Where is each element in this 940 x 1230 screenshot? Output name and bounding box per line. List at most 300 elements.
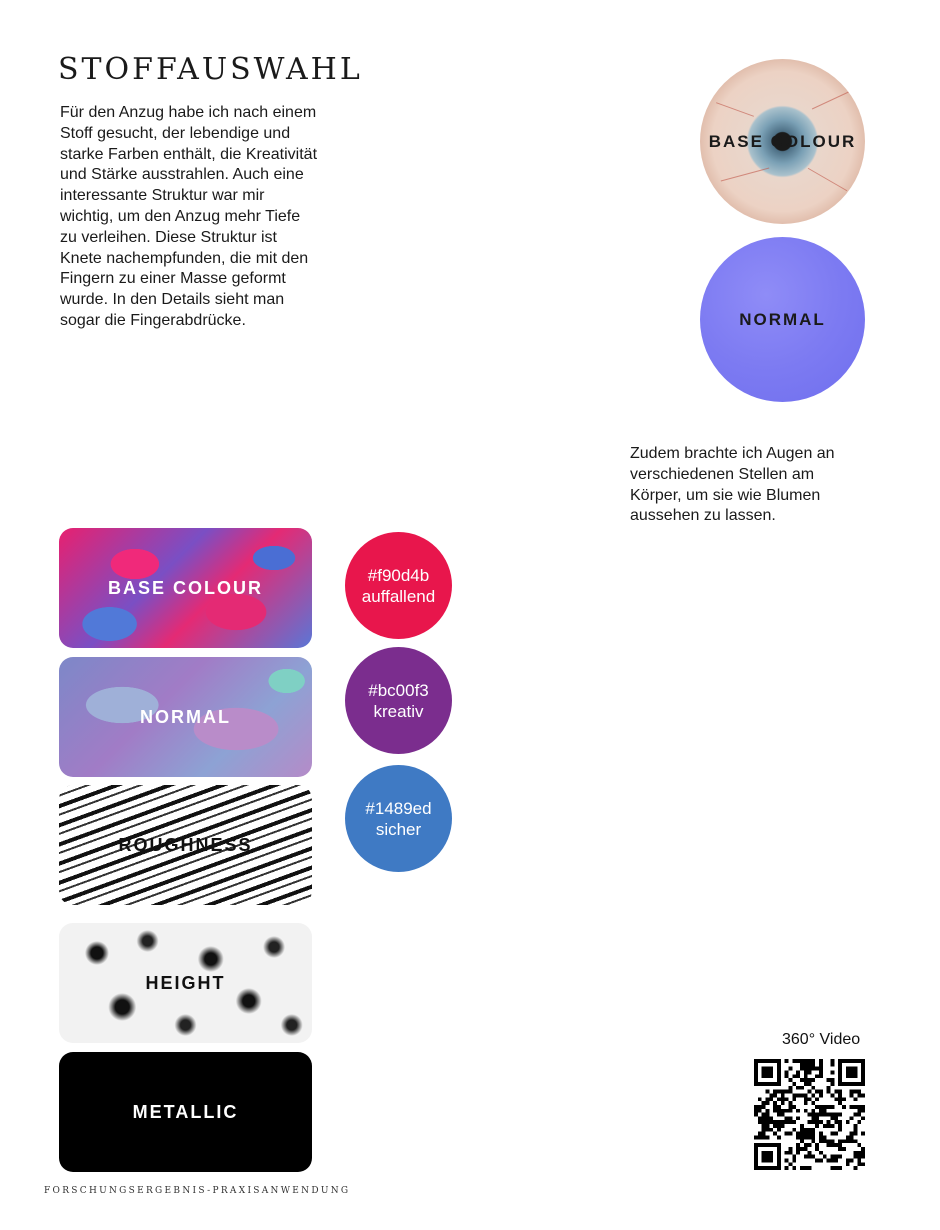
qr-module [808,1113,812,1117]
qr-module [788,1132,792,1136]
qr-module [846,1120,850,1124]
qr-module [777,1113,781,1117]
qr-module [850,1159,854,1163]
qr-module [773,1090,777,1094]
qr-module [792,1105,796,1109]
qr-module [804,1136,808,1140]
qr-module [781,1097,785,1101]
fabric-normal-map [59,657,312,777]
qr-module [765,1097,769,1101]
qr-module [811,1120,815,1124]
color-swatch-kreativ [345,647,452,754]
qr-module [838,1124,842,1128]
swatch-hex: #1489ed [365,798,432,818]
aside-paragraph: Zudem brachte ich Augen an verschiedenen Stellen am Körper, um sie wie Blumen aussehen zu lassen. [630,445,835,525]
qr-module [781,1101,785,1105]
qr-module [781,1109,785,1113]
qr-module [815,1143,819,1147]
qr-module [850,1139,854,1143]
qr-module [785,1159,789,1163]
qr-module [788,1067,792,1071]
qr-module [758,1136,762,1140]
qr-module [854,1139,858,1143]
qr-module [834,1166,838,1170]
qr-module [823,1136,827,1140]
qr-module [765,1124,769,1128]
eye-base-colour-map [700,59,865,224]
qr-module [811,1132,815,1136]
qr-module [762,1136,766,1140]
qr-module [819,1132,823,1136]
qr-module [854,1166,858,1170]
swatch-hex: #f90d4b [367,565,430,585]
qr-module [846,1139,850,1143]
qr-module [857,1109,861,1113]
qr-module [842,1139,846,1143]
qr-module [804,1109,808,1113]
qr-module [758,1105,762,1109]
qr-module [850,1093,854,1097]
color-swatch-sicher [345,765,452,872]
qr-module [823,1113,827,1117]
qr-module [850,1105,854,1109]
qr-module [857,1159,861,1163]
qr-module [854,1105,858,1109]
qr-module [823,1124,827,1128]
qr-module [811,1139,815,1143]
qr-module [754,1136,758,1140]
qr-module [857,1162,861,1166]
qr-module [819,1093,823,1097]
footer-text: FORSCHUNGSERGEBNIS-PRAXISANWENDUNG [44,1186,351,1196]
video-label: 360° Video [782,1031,861,1048]
fabric-height-map [59,923,312,1043]
qr-module [788,1086,792,1090]
qr-module [804,1166,808,1170]
qr-module [823,1139,827,1143]
qr-module [854,1124,858,1128]
qr-module [815,1147,819,1151]
qr-module [785,1090,789,1094]
qr-module [777,1109,781,1113]
qr-module [758,1097,762,1101]
qr-module [777,1120,781,1124]
qr-module [762,1151,773,1162]
qr-module [800,1063,804,1067]
qr-module [765,1113,769,1117]
qr-module [792,1082,796,1086]
qr-module [811,1059,815,1063]
qr-module [857,1093,861,1097]
qr-module [831,1113,835,1117]
qr-module [808,1166,812,1170]
eye-base-colour-label: BASE COLOUR [708,131,857,151]
qr-module [781,1120,785,1124]
qr-module [861,1116,865,1120]
qr-module [808,1090,812,1094]
qr-module [831,1155,835,1159]
qr-module [808,1155,812,1159]
qr-module [773,1124,777,1128]
qr-module [819,1159,823,1163]
qr-module [815,1113,819,1117]
qr-module [831,1063,835,1067]
vein-line [721,168,770,182]
qr-module [762,1128,766,1132]
qr-module [762,1113,766,1117]
qr-module [792,1074,796,1078]
qr-module [788,1116,792,1120]
qr-module [831,1105,835,1109]
qr-module [854,1155,858,1159]
qr-module [762,1120,766,1124]
qr-module [773,1101,777,1105]
qr-module [838,1097,842,1101]
swatch-hex: #bc00f3 [368,680,429,700]
qr-module [819,1090,823,1094]
qr-module [808,1136,812,1140]
qr-module [827,1090,831,1094]
vein-line [716,102,754,117]
qr-module [815,1074,819,1078]
fabric-height-label: HEIGHT [145,972,226,993]
qr-module [811,1128,815,1132]
fabric-base-colour-label: BASE COLOUR [107,577,263,598]
qr-module [796,1136,800,1140]
qr-module [842,1147,846,1151]
qr-module [857,1105,861,1109]
qr-module [796,1143,800,1147]
qr-module [834,1155,838,1159]
qr-module [800,1139,804,1143]
qr-module [765,1101,769,1105]
qr-module [838,1090,842,1094]
qr-module [823,1155,827,1159]
qr-module [796,1086,800,1090]
qr-module [838,1120,842,1124]
qr-module [811,1093,815,1097]
fabric-base-colour-map [59,528,312,648]
qr-module [804,1101,808,1105]
qr-module [773,1109,777,1113]
qr-module [831,1166,835,1170]
qr-module [804,1078,808,1082]
qr-module [796,1109,800,1113]
qr-module [808,1059,812,1063]
qr-module [861,1105,865,1109]
qr-module [796,1132,800,1136]
qr-module [800,1166,804,1170]
qr-module [800,1086,804,1090]
qr-module [785,1109,789,1113]
qr-module [781,1124,785,1128]
qr-module [857,1090,861,1094]
qr-module [785,1059,789,1063]
qr-module [808,1151,812,1155]
qr-module [827,1124,831,1128]
qr-module [808,1070,812,1074]
qr-module [811,1086,815,1090]
qr-module [800,1136,804,1140]
qr-module [773,1093,777,1097]
qr-module [857,1143,861,1147]
qr-module [788,1109,792,1113]
vein-line [812,90,853,110]
qr-module [819,1063,823,1067]
qr-module [788,1162,792,1166]
qr-module [831,1070,835,1074]
eye-normal-label: NORMAL [739,309,826,329]
qr-module [831,1078,835,1082]
qr-module [777,1124,781,1128]
qr-module [777,1097,781,1101]
qr-module [827,1105,831,1109]
qr-module [854,1097,858,1101]
qr-module [792,1097,796,1101]
qr-module [804,1093,808,1097]
qr-module [811,1063,815,1067]
qr-module [838,1113,842,1117]
qr-module [815,1124,819,1128]
qr-module [754,1109,758,1113]
qr-module [861,1147,865,1151]
qr-module [827,1159,831,1163]
qr-module [811,1078,815,1082]
qr-module [788,1147,792,1151]
qr-module [834,1090,838,1094]
qr-module [850,1116,854,1120]
qr-module [808,1078,812,1082]
qr-module [773,1120,777,1124]
qr-module [781,1113,785,1117]
qr-module [823,1105,827,1109]
qr-module [834,1132,838,1136]
qr-module [827,1143,831,1147]
qr-module [861,1155,865,1159]
qr-module [785,1120,789,1124]
qr-module [804,1082,808,1086]
qr-module [769,1097,773,1101]
qr-module [792,1128,796,1132]
qr-module [815,1105,819,1109]
fabric-roughness-label: ROUGHNESS [118,834,253,855]
qr-module [800,1132,804,1136]
qr-module [754,1105,758,1109]
qr-module [788,1105,792,1109]
qr-module [758,1120,762,1124]
qr-module [800,1128,804,1132]
qr-module [819,1136,823,1140]
qr-module [804,1132,808,1136]
qr-module [819,1059,823,1063]
qr-module [785,1132,789,1136]
fabric-roughness-map [59,785,312,905]
qr-module [808,1132,812,1136]
qr-module [765,1120,769,1124]
qr-module [788,1078,792,1082]
qr-module [827,1086,831,1090]
vein-line [808,168,847,191]
qr-module [788,1151,792,1155]
qr-module [785,1097,789,1101]
qr-module [765,1109,769,1113]
qr-module [834,1120,838,1124]
qr-module [804,1059,808,1063]
qr-module [838,1147,842,1151]
qr-module [758,1132,762,1136]
qr-module [815,1090,819,1094]
qr-module [796,1151,800,1155]
qr-module [762,1101,766,1105]
qr-module [831,1132,835,1136]
qr-module [773,1132,777,1136]
qr-module [792,1120,796,1124]
qr-module [769,1116,773,1120]
qr-module [762,1105,766,1109]
qr-module [854,1151,858,1155]
qr-module [804,1097,808,1101]
qr-module [838,1139,842,1143]
qr-module [800,1059,804,1063]
qr-module [804,1070,808,1074]
qr-module [831,1139,835,1143]
qr-module [811,1113,815,1117]
intro-paragraph: Für den Anzug habe ich nach einem Stoff gesucht, der lebendige und starke Farben enthält, die Kreativität und Stärke ausstrahlen. Auch eine interessante Struktur war mir wichtig, um den Anzug mehr Tiefe zu verleihen. Diese Struktur ist Knete nachempfunden, die mit den Fingern zu einer Masse geformt wurde. In den Details sieht man sogar die Fingerabdrücke. [60,104,318,329]
qr-module [819,1105,823,1109]
qr-module [854,1128,858,1132]
qr-module [808,1097,812,1101]
qr-module [819,1070,823,1074]
qr-module [819,1120,823,1124]
qr-module [800,1147,804,1151]
qr-module [831,1059,835,1063]
qr-module [800,1078,804,1082]
qr-module [834,1097,838,1101]
qr-module [800,1067,804,1071]
qr-module [854,1132,858,1136]
qr-module [792,1093,796,1097]
qr-module [765,1116,769,1120]
qr-module [811,1101,815,1105]
swatch-name: kreativ [373,701,424,721]
qr-module [804,1074,808,1078]
qr-module [769,1093,773,1097]
qr-module [819,1113,823,1117]
qr-module [846,1162,850,1166]
qr-module [796,1147,800,1151]
qr-module [773,1105,777,1109]
color-swatch-auffallend [345,532,452,639]
qr-module [857,1113,861,1117]
qr-module [792,1166,796,1170]
qr-module [838,1128,842,1132]
qr-module [804,1128,808,1132]
qr-module [762,1124,766,1128]
qr-module [819,1151,823,1155]
qr-module [861,1162,865,1166]
qr-module [796,1070,800,1074]
qr-module [827,1113,831,1117]
qr-module [834,1113,838,1117]
qr-module [796,1116,800,1120]
qr-module [846,1136,850,1140]
qr-module [800,1093,804,1097]
qr-module [781,1093,785,1097]
qr-module [785,1070,789,1074]
qr-module [854,1090,858,1094]
qr-module [758,1109,762,1113]
qr-module [785,1166,789,1170]
qr-module [819,1139,823,1143]
qr-module [815,1116,819,1120]
fabric-metallic-map [59,1052,312,1172]
qr-code-icon[interactable] [754,1059,865,1170]
qr-module [854,1113,858,1117]
qr-module [785,1074,789,1078]
qr-module [842,1097,846,1101]
qr-module [785,1116,789,1120]
qr-module [785,1151,789,1155]
qr-module [846,1159,850,1163]
qr-module [861,1132,865,1136]
fabric-metallic-label: METALLIC [132,1101,239,1122]
qr-module [823,1109,827,1113]
qr-module [861,1109,865,1113]
qr-module [850,1090,854,1094]
qr-module [792,1159,796,1163]
qr-module [777,1128,781,1132]
qr-module [811,1155,815,1159]
qr-module [804,1067,808,1071]
qr-module [811,1109,815,1113]
qr-module [762,1116,766,1120]
qr-module [777,1136,781,1140]
qr-module [777,1090,781,1094]
qr-module [769,1120,773,1124]
qr-module [834,1116,838,1120]
qr-module [842,1105,846,1109]
qr-module [831,1159,835,1163]
qr-module [831,1143,835,1147]
qr-module [796,1093,800,1097]
qr-module [804,1147,808,1151]
qr-module [758,1116,762,1120]
qr-module [857,1151,861,1155]
qr-module [804,1155,808,1159]
qr-module [815,1120,819,1124]
qr-module [808,1067,812,1071]
qr-module [792,1155,796,1159]
qr-module [827,1139,831,1143]
qr-module [808,1063,812,1067]
qr-module [838,1101,842,1105]
page-title: STOFFAUSWAHL [58,52,363,87]
qr-module [861,1093,865,1097]
qr-module [796,1059,800,1063]
qr-module [838,1143,842,1147]
qr-module [811,1116,815,1120]
qr-module [762,1132,766,1136]
qr-module [838,1155,842,1159]
qr-module [819,1074,823,1078]
qr-module [800,1124,804,1128]
qr-module [819,1067,823,1071]
qr-module [796,1074,800,1078]
swatch-name: auffallend [361,586,436,606]
qr-module [861,1151,865,1155]
qr-module [769,1128,773,1132]
eye-normal-map [700,237,865,402]
